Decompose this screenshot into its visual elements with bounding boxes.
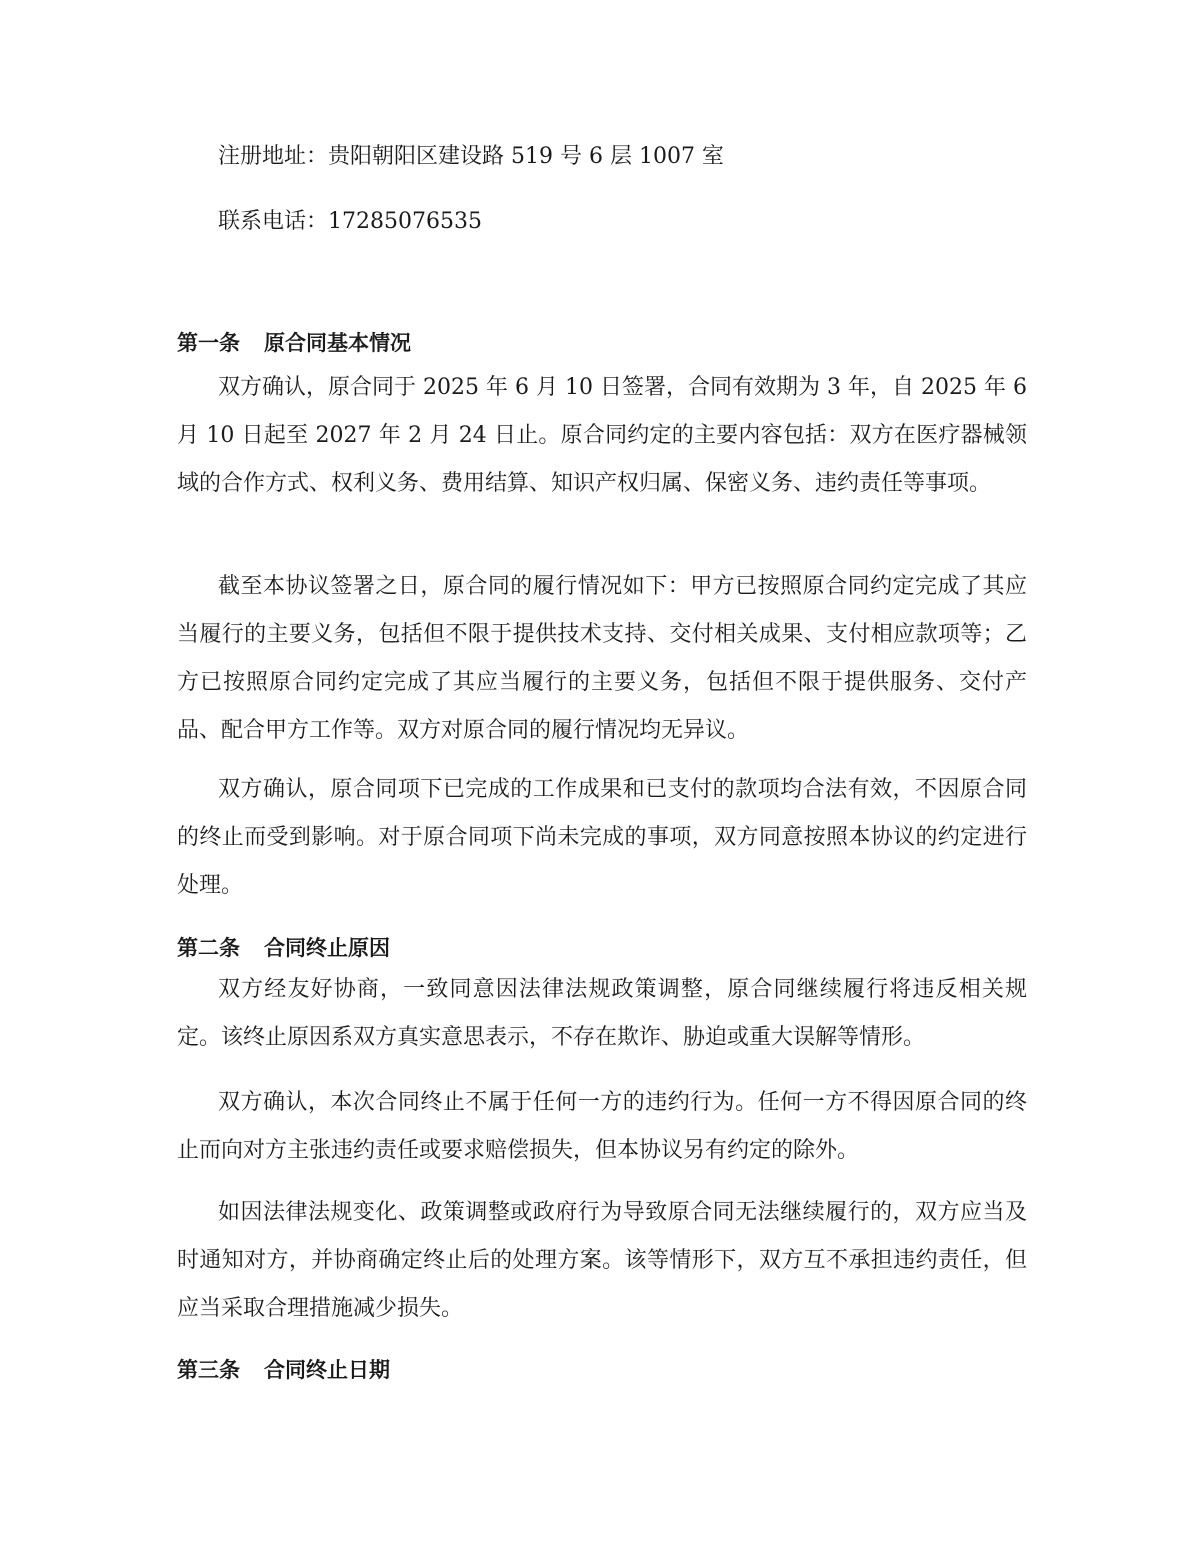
article-1-paragraph-2: 截至本协议签署之日，原合同的履行情况如下：甲方已按照原合同约定完成了其应当履行的主要义务，包括但不限于提供技术支持、交付相关成果、支付相应款项等；乙方已按照原合同约定完成了其应当履行的主要义务，包括但不限于提供服务、交付产品、配合甲方工作等。双方对原合同的履行情况均无异议。: [177, 574, 1027, 743]
article-1-paragraph-3: 双方确认，原合同项下已完成的工作成果和已支付的款项均合法有效，不因原合同的终止而受到影响。对于原合同项下尚未完成的事项，双方同意按照本协议的约定进行处理。: [177, 777, 1027, 898]
registered-address: 注册地址：贵阳朝阳区建设路 519 号 6 层 1007 室: [218, 144, 724, 169]
article-3-number: 第三条: [177, 1358, 240, 1382]
article-3-heading: [177, 1355, 390, 1385]
article-1-number: 第一条: [177, 331, 240, 355]
article-2-paragraph-2: 双方确认，本次合同终止不属于任何一方的违约行为。任何一方不得因原合同的终止而向对方主张违约责任或要求赔偿损失，但本协议另有约定的除外。: [177, 1090, 1027, 1163]
article-2-paragraph-1: 双方经友好协商，一致同意因法律法规政策调整，原合同继续履行将违反相关规定。该终止原因系双方真实意思表示，不存在欺诈、胁迫或重大误解等情形。: [177, 977, 1027, 1050]
article-1-heading: [177, 328, 411, 358]
article-1-paragraph-1: 双方确认，原合同于 2025 年 6 月 10 日签署，合同有效期为 3 年，自 2025 年 6 月 10 日起至 2027 年 2 月 24 日止。原合同约定的主要内容包括：双方在医疗器械领域的合作方式、权利义务、费用结算、知识产权归属、保密义务、违约责任等事项。: [177, 375, 1027, 496]
article-2-number: 第二条: [177, 936, 240, 960]
article-2-paragraph-3: 如因法律法规变化、政策调整或政府行为导致原合同无法继续履行的，双方应当及时通知对方，并协商确定终止后的处理方案。该等情形下，双方互不承担违约责任，但应当采取合理措施减少损失。: [177, 1200, 1027, 1321]
article-2-title: 合同终止原因: [264, 936, 390, 960]
article-2-heading: [177, 933, 390, 963]
article-1-title: 原合同基本情况: [264, 331, 411, 355]
contact-phone: 联系电话：17285076535: [218, 209, 482, 234]
article-3-title: 合同终止日期: [264, 1358, 390, 1382]
